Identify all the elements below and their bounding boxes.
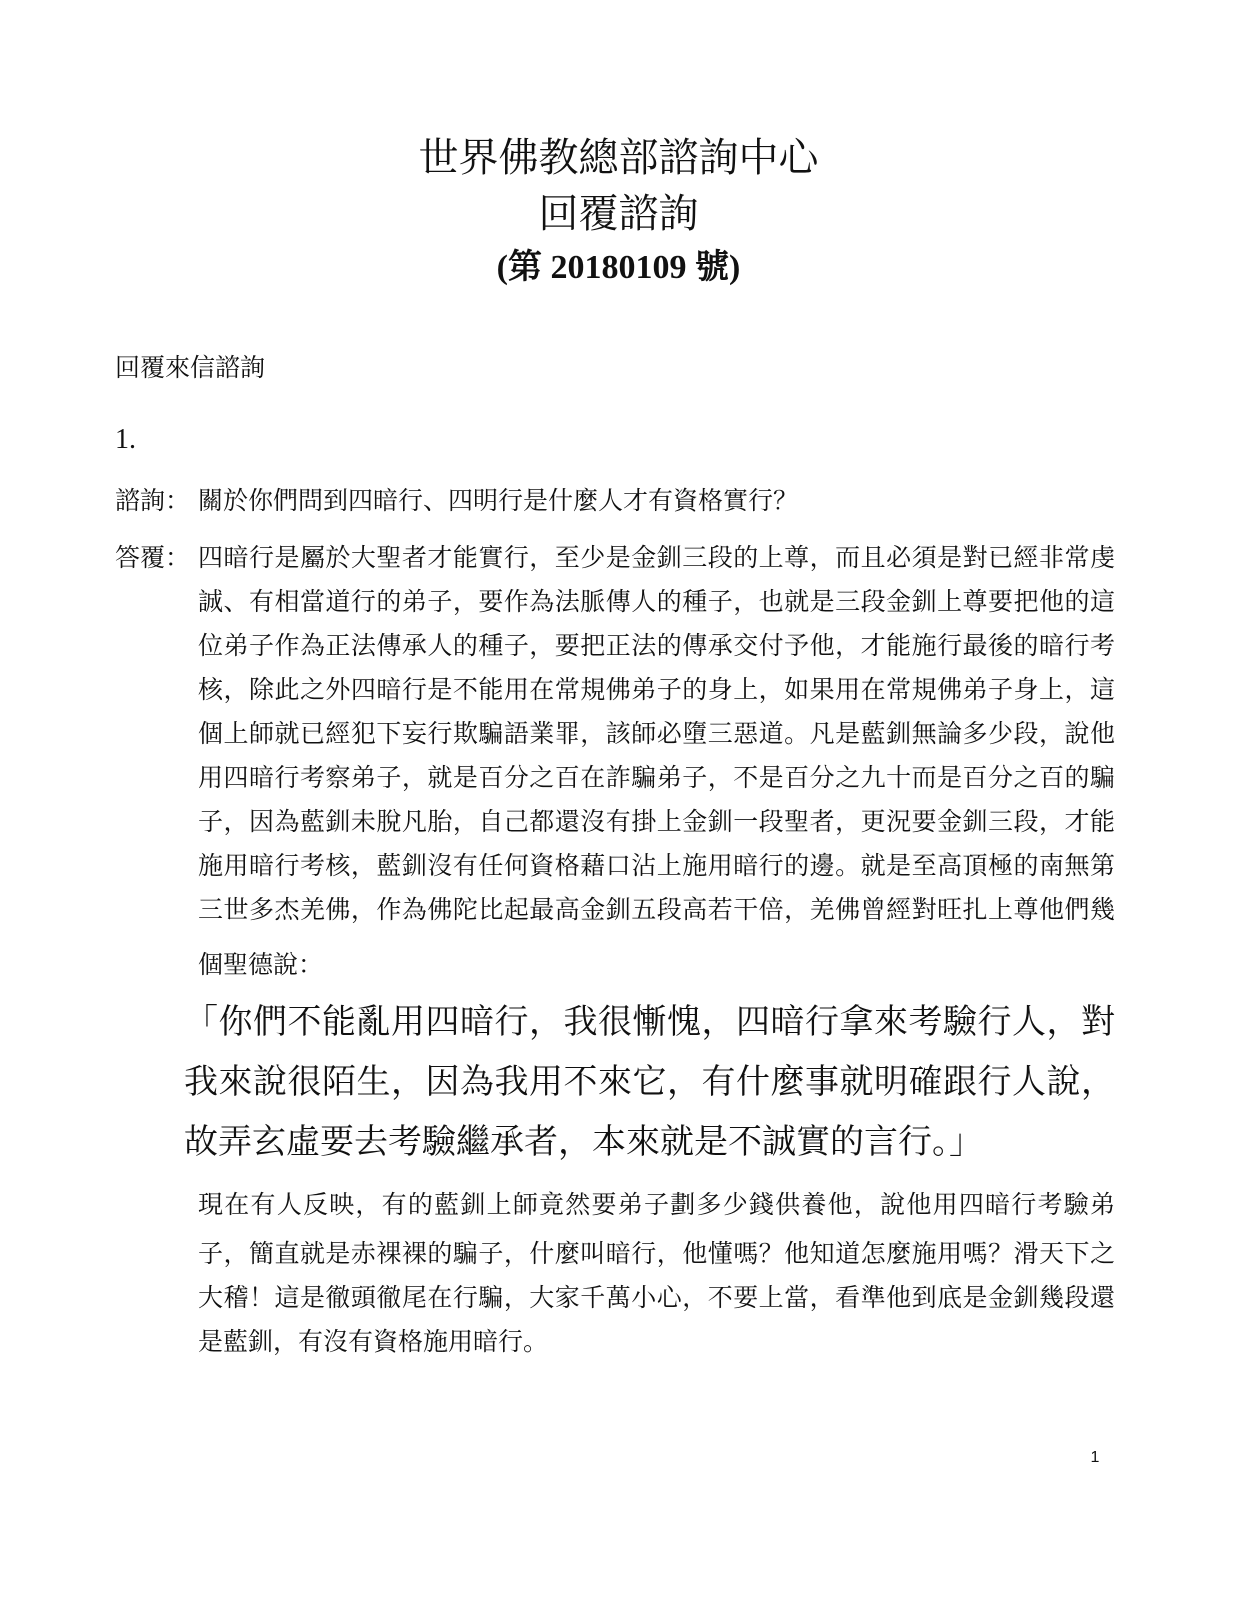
- quote-close-mark: 」: [949, 1122, 983, 1162]
- answer-block: [115, 536, 1115, 1364]
- answer-paragraph-1: 四暗行是屬於大聖者才能實行，至少是金釧三段的上尊，而且必須是對已經非常虔誠、有相當道行的弟子，要作為法脈傳人的種子，也就是三段金釧上尊要把他的這位弟子作為正法傳承人的種子，要把正法的傳承交付予他，才能施行最後的暗行考核，除此之外四暗行是不能用在常規佛弟子的身上，如果用在常規佛弟子身上，這個上師就已經犯下妄行欺騙語業罪，該師必墮三惡道。凡是藍釧無論多少段，說他用四暗行考察弟子，就是百分之百在詐騙弟子，不是百分之九十而是百分之百的騙子，因為藍釧未脫凡胎，自己都還沒有掛上金釧一段聖者，更況要金釧三段，才能施用暗行考核，藍釧沒有任何資格藉口沾上施用暗行的邊。就是至高頂極的南無第三世多杰羌佛，作為佛陀比起最高金釧五段高若干倍，羌佛曾經對旺扎上尊他們幾個聖德說：: [198, 543, 1115, 979]
- question-block: [115, 479, 1115, 523]
- answer-label: 答覆：: [115, 543, 191, 572]
- intro-text: 回覆來信諮詢: [115, 353, 266, 382]
- answer-body: [184, 536, 1115, 1364]
- title-reply: 回覆諮詢: [538, 191, 699, 237]
- answer-paragraph-2: 現在有人反映，有的藍釧上師竟然要弟子劃多少錢供養他，說他用四暗行考驗弟子，簡直就是赤裸裸的騙子，什麼叫暗行，他懂嗎？他知道怎麼施用嗎？滑天下之大稽！這是徹頭徹尾在行騙，大家千萬小心，不要上當，看準他到底是金釧幾段還是藍釧，有沒有資格施用暗行。: [198, 1190, 1115, 1356]
- quote-open-mark: 「你們不能亂用四暗行，我很慚愧，四暗行拿來考驗行人，對我來說很陌生，因為我用不來它，有什麼事就明確跟行人說，故弄玄虛要去考驗繼承者，本來就是不誠實的言行。」: [184, 1002, 1115, 1162]
- quote-text: 你們不能亂用四暗行，我很慚愧，四暗行拿來考驗行人，對我來說很陌生，因為我用不來它，有什麼事就明確跟行人說，故弄玄虛要去考驗繼承者，本來就是不誠實的言行。: [184, 1002, 1115, 1162]
- title-number: (第 20180109 號): [496, 249, 741, 286]
- page-number: 1: [1090, 1449, 1100, 1466]
- quotation: [184, 992, 1115, 1172]
- title-organization: 世界佛教總部諮詢中心: [418, 135, 819, 181]
- title-block: [0, 130, 1237, 294]
- item-number: 1.: [115, 424, 136, 455]
- question-label: 諮詢：: [115, 486, 191, 515]
- question-text: 關於你們問到四暗行、四明行是什麼人才有資格實行？: [198, 486, 799, 515]
